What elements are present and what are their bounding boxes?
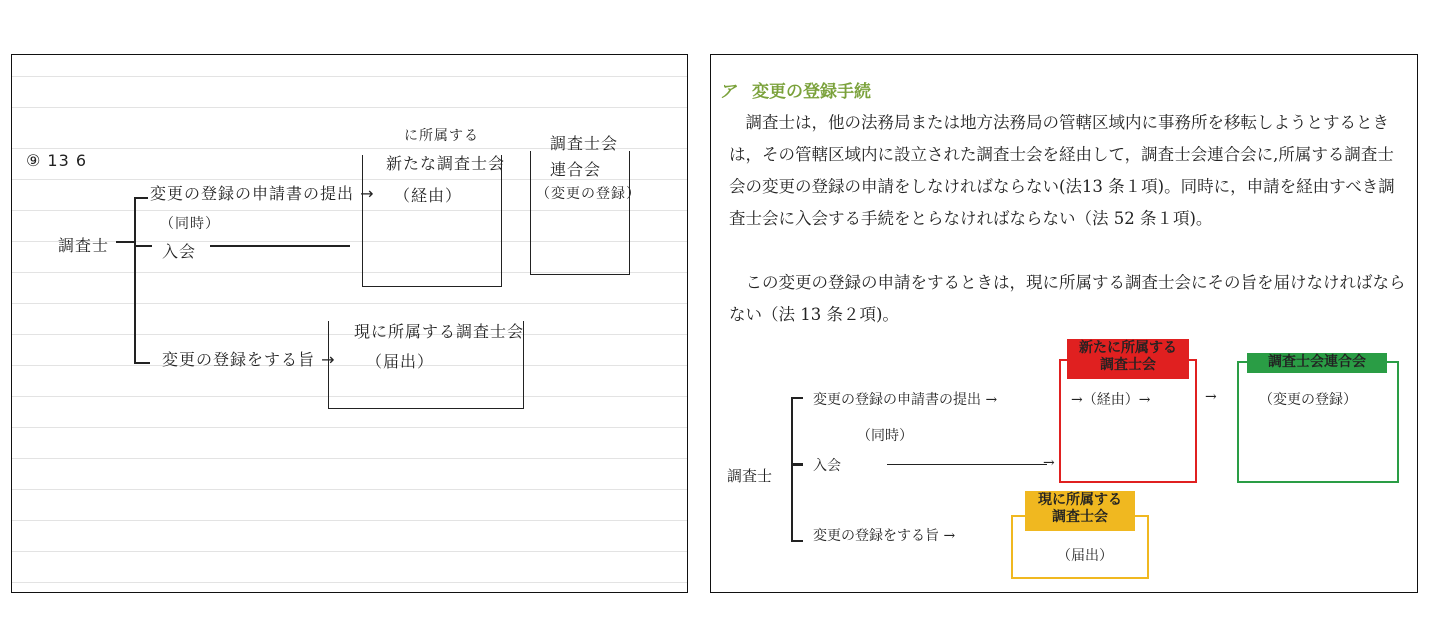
above-new-assoc-note: に所属する bbox=[404, 128, 479, 144]
row1-label: 変更の登録の申請書の提出 → bbox=[150, 184, 375, 203]
current-assoc-tag-line1: 現に所属する bbox=[1038, 491, 1122, 507]
diagram-row1: 変更の登録の申請書の提出 → bbox=[813, 392, 998, 408]
notification-label: （届出） bbox=[366, 352, 435, 371]
bracket-vertical bbox=[134, 197, 136, 363]
federation-inner: （変更の登録） bbox=[1259, 392, 1357, 408]
diagram-join-arrowhead: → bbox=[1043, 455, 1055, 471]
diagram-join: 入会 bbox=[813, 458, 841, 474]
section-title bbox=[719, 77, 871, 102]
diagram-bracket-bottom bbox=[791, 540, 803, 542]
simultaneous-label: （同時） bbox=[160, 216, 220, 232]
join-arrow-line bbox=[210, 245, 350, 247]
surveyor-connector bbox=[116, 241, 134, 243]
diagram-bracket-top bbox=[791, 397, 803, 399]
paragraph-1: 調査士は，他の法務局または地方法務局の管轄区域内に事務所を移転しようとするときは，その管轄区域内に設立された調査士会を経由して，調査士会連合会に,所属する調査士会の変更の登録の申請をしなければならない(法13 条１項)。同時に，申請を経由すべき調査士会に入会する手続をとらなければならない（法 52 条１項)。 bbox=[729, 113, 1395, 228]
new-assoc-label: 新たな調査士会 bbox=[386, 154, 506, 173]
bracket-bottom bbox=[134, 362, 150, 364]
current-assoc-tag-line2: 調査士会 bbox=[1052, 508, 1108, 524]
current-assoc-tag bbox=[1025, 491, 1135, 531]
federation-tag: 調査士会連合会 bbox=[1247, 353, 1387, 373]
current-assoc-label: 現に所属する調査士会 bbox=[354, 322, 525, 341]
handwritten-notes-panel bbox=[11, 54, 688, 593]
diagram-bracket bbox=[791, 397, 793, 541]
new-assoc-tag-line2: 調査士会 bbox=[1100, 356, 1156, 372]
bracket-top bbox=[134, 197, 148, 199]
via-label: （経由） bbox=[394, 186, 463, 205]
section-title-text: 変更の登録手続 bbox=[752, 82, 871, 101]
diagram-join-arrow bbox=[887, 464, 1047, 465]
diagram-surveyor: 調査士 bbox=[727, 467, 773, 485]
federation-line2: 連合会 bbox=[550, 160, 602, 179]
diagram-via: →（経由）→ bbox=[1071, 392, 1151, 408]
current-assoc-box bbox=[328, 321, 524, 409]
printed-page-panel bbox=[710, 54, 1418, 593]
diagram-bracket-mid bbox=[791, 463, 803, 466]
join-label: 入会 bbox=[162, 242, 197, 261]
bracket-mid bbox=[134, 245, 152, 247]
section-number: ア bbox=[719, 82, 736, 101]
new-assoc-tag-line1: 新たに所属する bbox=[1079, 339, 1177, 355]
new-assoc-tag bbox=[1067, 339, 1189, 379]
surveyor-label: 調査士 bbox=[58, 236, 110, 255]
diagram-row3: 変更の登録をする旨 → bbox=[813, 528, 956, 544]
federation-line3: （変更の登録） bbox=[536, 186, 641, 202]
new-assoc-box bbox=[362, 155, 502, 287]
diagram-simultaneous: （同時） bbox=[857, 428, 913, 444]
diagram-notification: （届出） bbox=[1057, 548, 1113, 564]
paragraph-2: この変更の登録の申請をするときは，現に所属する調査士会にその旨を届けなければならない（法 13 条２項)。 bbox=[729, 273, 1406, 324]
federation-box bbox=[1237, 361, 1399, 483]
row3-label: 変更の登録をする旨 → bbox=[162, 350, 336, 369]
federation-box bbox=[530, 151, 630, 275]
federation-line1: 調査士会 bbox=[550, 134, 619, 153]
reference-number: ⑨ 13 6 bbox=[26, 151, 88, 170]
diagram-arrow-to-federation: → bbox=[1205, 389, 1217, 405]
